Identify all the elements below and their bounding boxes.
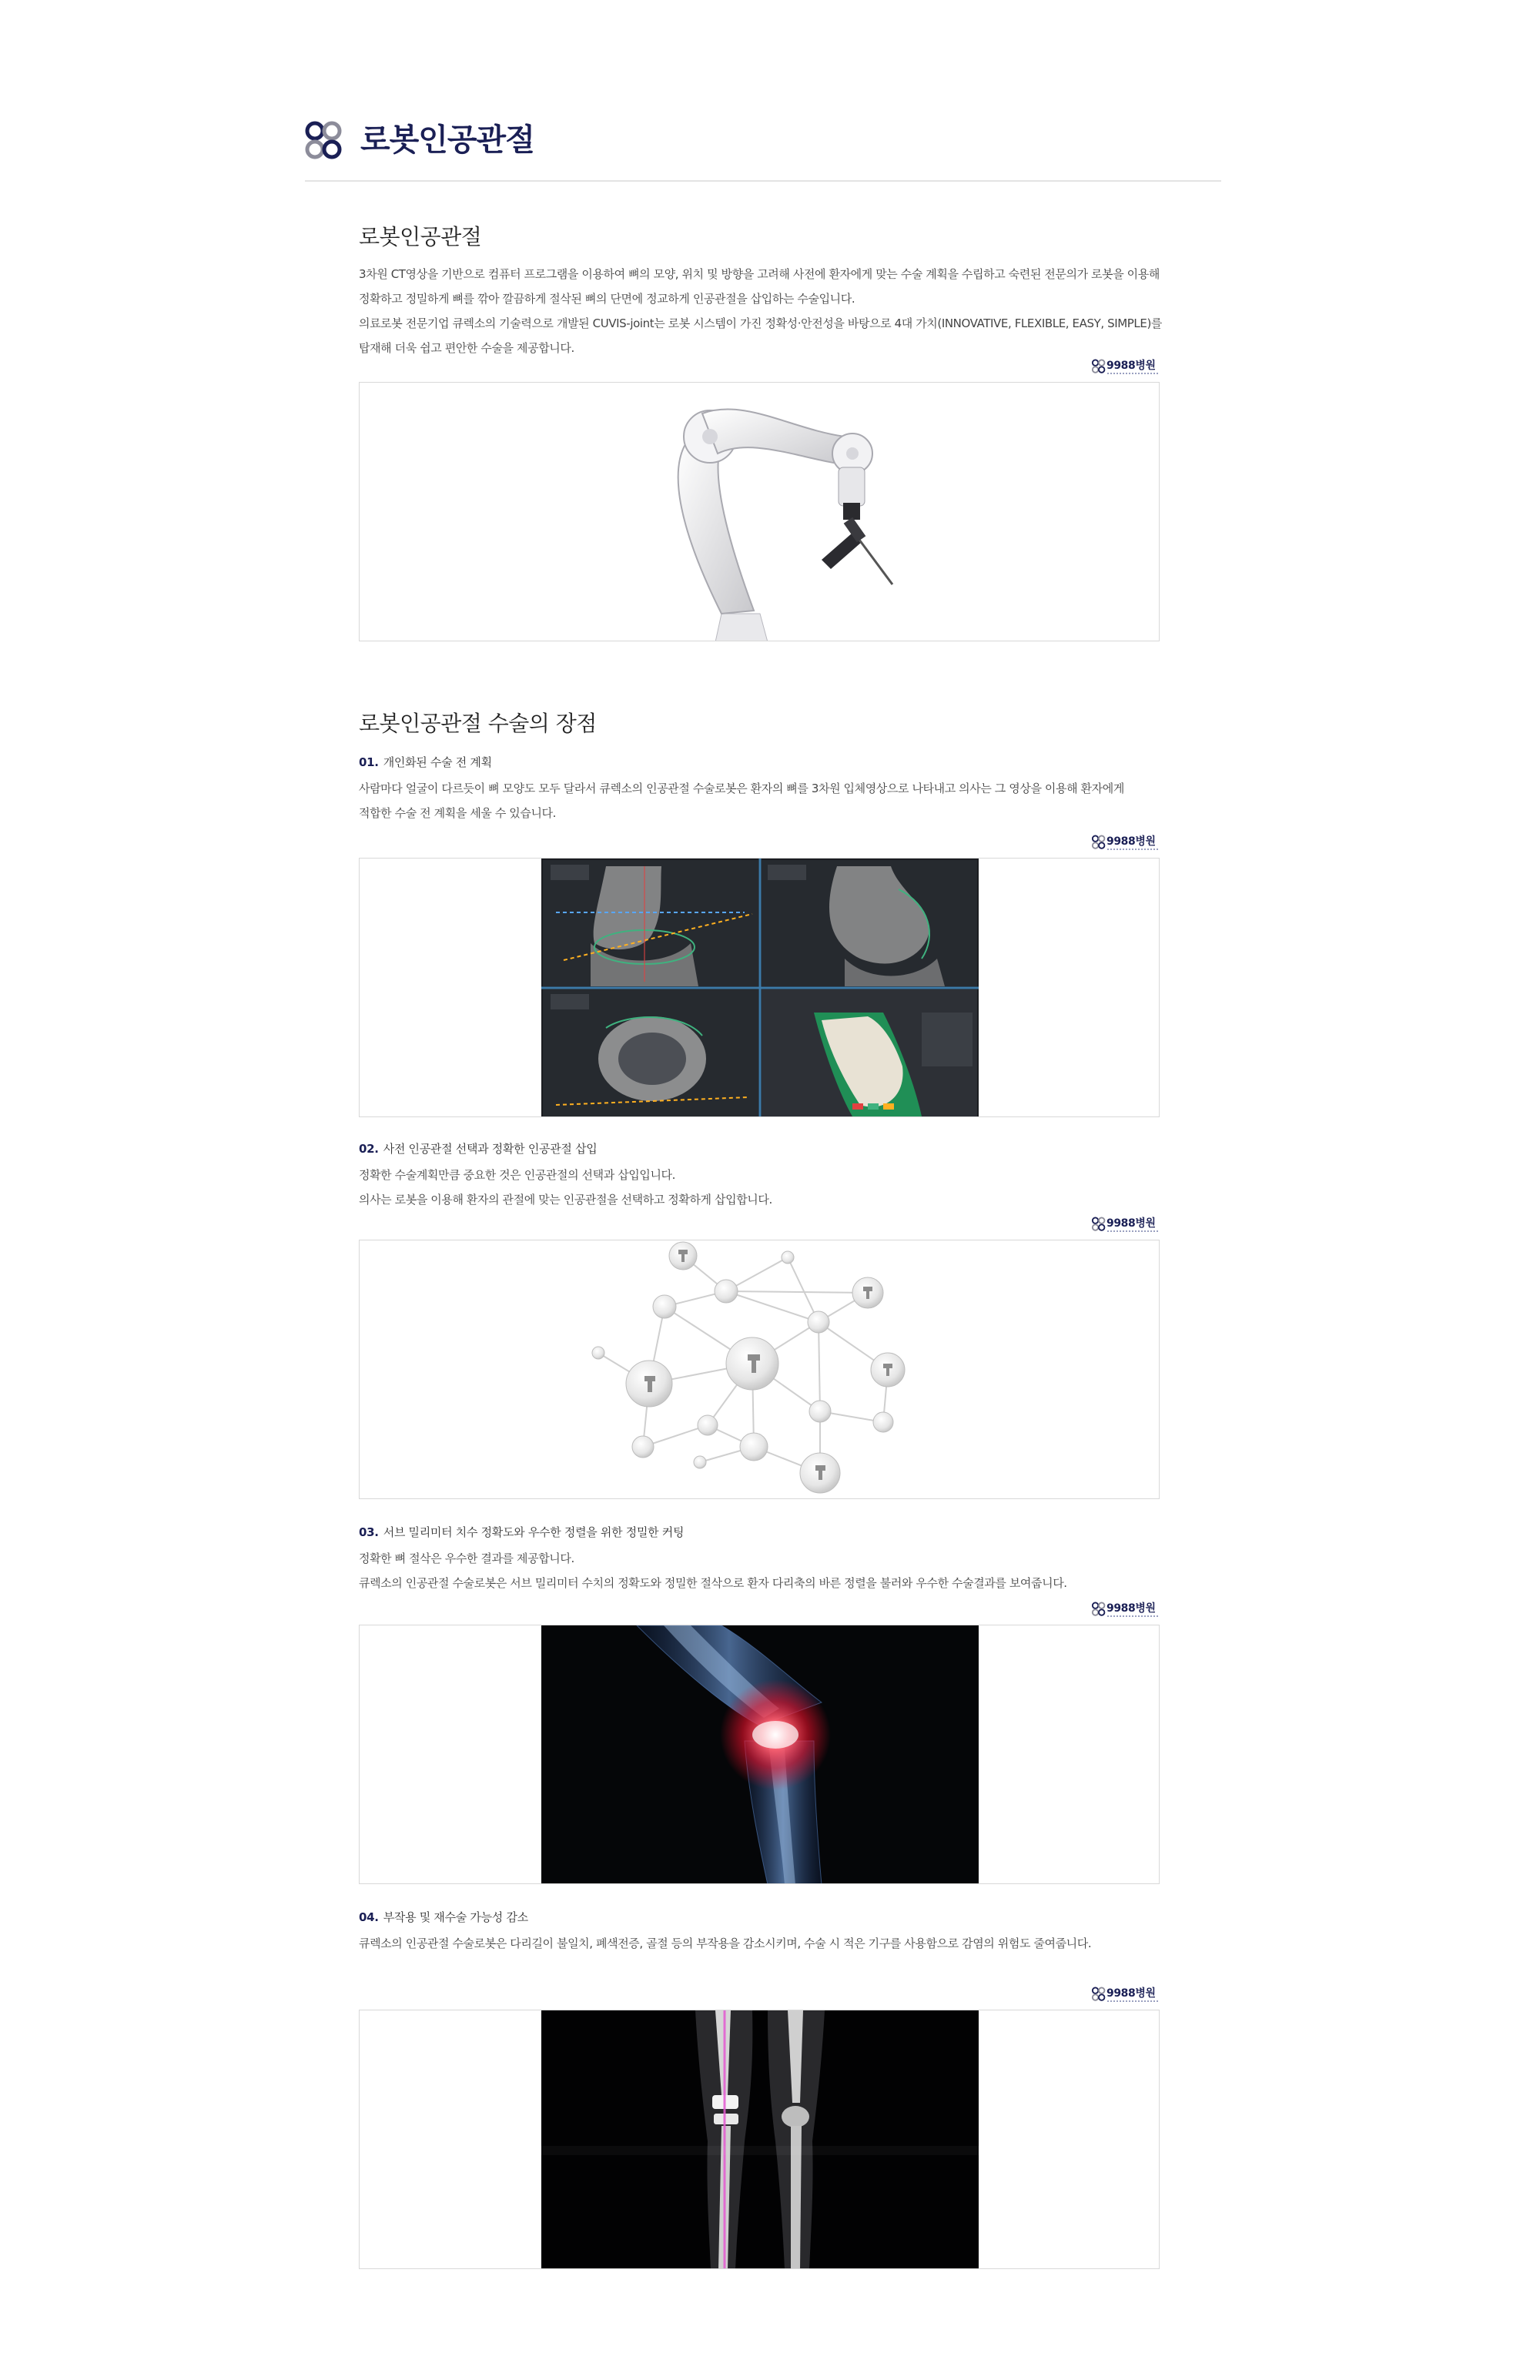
image-credit [1090,835,1160,850]
image-credit [1090,1602,1160,1617]
image-credit [1090,359,1160,374]
knee-xray-image [359,1625,1160,1884]
advantage-number: 03. [359,1525,379,1539]
robot-arm-illustration [360,383,1160,641]
intro-line: 3차원 CT영상을 기반으로 컴퓨터 프로그램을 이용하여 뼈의 모양, 위치 및 방향을 고려해 사전에 환자에게 맞는 수술 계획을 수립하고 숙련된 전문의가 로봇을 이용해 [359,267,1160,281]
advantage-title: 개인화된 수술 전 계획 [383,755,492,769]
image-credit [1090,1987,1160,2002]
image-credit [1090,1217,1160,1232]
credit-label: 9988병원 [1106,1217,1156,1230]
implant-network-diagram [360,1240,1160,1499]
leg-alignment-xray-image [359,2010,1160,2269]
advantage-title: 서브 밀리미터 치수 정확도와 우수한 정렬을 위한 정밀한 커팅 [383,1525,685,1539]
hospital-logo-icon [305,120,343,162]
leg-xray-illustration [360,2010,1160,2269]
intro-heading: 로봇인공관절 [359,224,482,249]
advantage-01-title [359,753,492,772]
credit-logo-icon [1090,835,1107,850]
intro-paragraph [359,262,1175,360]
advantage-04-title [359,1908,528,1926]
advantage-title: 사전 인공관절 선택과 정확한 인공관절 삽입 [383,1142,598,1156]
advantage-03-title [359,1523,684,1541]
credit-label: 9988병원 [1106,1987,1156,2000]
advantage-number: 04. [359,1910,379,1924]
credit-label: 9988병원 [1106,360,1156,372]
knee-pain-illustration [360,1625,1160,1884]
advantage-line: 사람마다 얼굴이 다르듯이 뼈 모양도 모두 달라서 큐렉소의 인공관절 수술로봇은 환자의 뼈를 3차원 입체영상으로 나타내고 의사는 그 영상을 이용해 환자에게 [359,782,1124,795]
credit-label: 9988병원 [1106,835,1156,848]
advantage-line: 큐렉소의 인공관절 수술로봇은 다리길이 불일치, 폐색전증, 골절 등의 부작용을 감소시키며, 수술 시 적은 기구를 사용함으로 감염의 위험도 줄여줍니다. [359,1936,1092,1950]
advantage-02-paragraph [359,1163,1175,1212]
advantage-title: 부작용 및 재수술 가능성 감소 [383,1910,528,1924]
credit-logo-icon [1090,359,1107,374]
advantage-number: 01. [359,755,379,769]
credit-underline [1107,849,1158,850]
implant-network-image [359,1240,1160,1499]
credit-underline [1107,2000,1158,2002]
credit-label: 9988병원 [1106,1602,1156,1615]
ct-scan-panels [360,859,1160,1117]
robot-arm-image [359,382,1160,641]
intro-line: 정확하고 정밀하게 뼈를 깎아 깔끔하게 절삭된 뼈의 단면에 정교하게 인공관절을 삽입하는 수술입니다. [359,292,855,306]
intro-line: 의료로봇 전문기업 큐렉소의 기술력으로 개발된 CUVIS-joint는 로봇 시스템이 가진 정확성·안전성을 바탕으로 4대 가치(INNOVATIVE, FLEXIBLE, EASY, SIMPLE)를 [359,316,1162,330]
credit-underline [1107,373,1158,374]
credit-logo-icon [1090,1602,1107,1617]
advantage-line: 의사는 로봇을 이용해 환자의 관절에 맞는 인공관절을 선택하고 정확하게 삽입합니다. [359,1193,772,1207]
advantage-02-title [359,1140,597,1158]
advantage-01-paragraph [359,776,1175,825]
advantage-line: 정확한 뼈 절삭은 우수한 결과를 제공합니다. [359,1552,574,1565]
intro-line: 탑재해 더욱 쉽고 편안한 수술을 제공합니다. [359,341,574,355]
credit-underline [1107,1615,1158,1617]
credit-logo-icon [1090,1217,1107,1232]
advantages-heading: 로봇인공관절 수술의 장점 [359,711,597,736]
advantage-03-paragraph [359,1546,1175,1595]
advantage-line: 적합한 수술 전 계획을 세울 수 있습니다. [359,806,557,820]
page-title: 로봇인공관절 [360,122,534,158]
advantage-line: 큐렉소의 인공관절 수술로봇은 서브 밀리미터 수치의 정확도와 정밀한 절삭으로 환자 다리축의 바른 정렬을 불러와 우수한 수술결과를 보여줍니다. [359,1576,1067,1590]
ct-planning-image [359,858,1160,1117]
credit-underline [1107,1230,1158,1232]
page-header [305,115,1221,182]
advantage-number: 02. [359,1142,379,1156]
credit-logo-icon [1090,1987,1107,2002]
advantage-04-paragraph [359,1931,1175,1956]
advantage-line: 정확한 수술계획만큼 중요한 것은 인공관절의 선택과 삽입입니다. [359,1168,676,1182]
